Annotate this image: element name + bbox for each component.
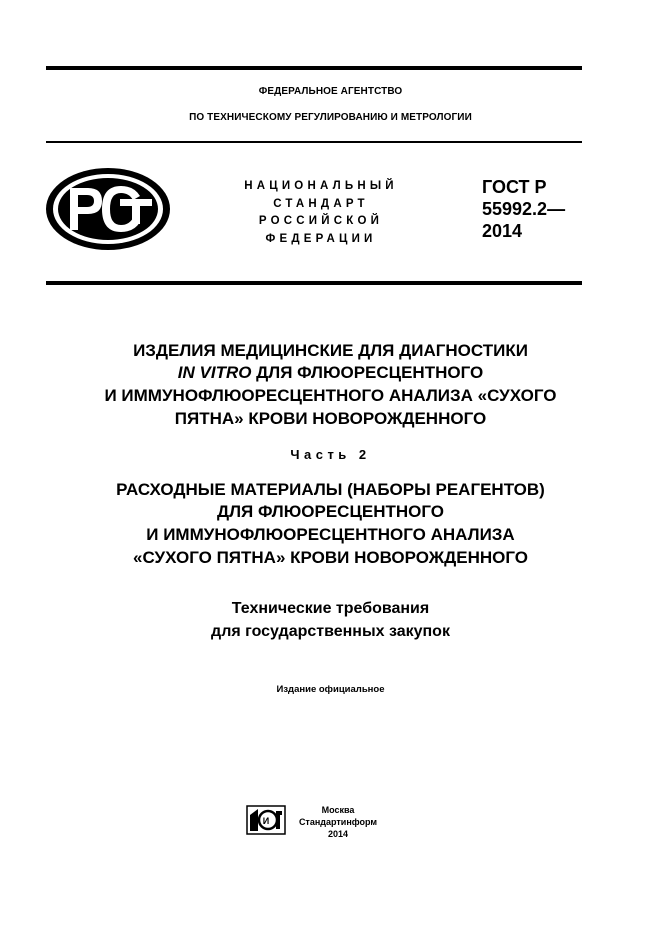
edition-label: Издание официальное [276, 684, 385, 695]
publisher-info [296, 804, 380, 840]
subtitle-line-1: Технические требования [231, 600, 430, 617]
publisher-city: Москва [321, 805, 355, 815]
part-title-line-4: «СУХОГО ПЯТНА» КРОВИ НОВОРОЖДЕННОГО [133, 548, 528, 567]
title-line-1: ИЗДЕЛИЯ МЕДИЦИНСКИЕ ДЛЯ ДИАГНОСТИКИ [133, 341, 528, 360]
publisher-name: Стандартинформ [298, 817, 378, 827]
natstd-line-4: ФЕДЕРАЦИИ [265, 232, 377, 245]
standartinform-logo-icon [246, 805, 286, 835]
agency-line-1: ФЕДЕРАЛЬНОЕ АГЕНТСТВО [258, 86, 403, 97]
title-line-2 [0, 362, 661, 384]
gost-designation [482, 176, 565, 242]
title-line-4: ПЯТНА» КРОВИ НОВОРОЖДЕННОГО [174, 409, 487, 428]
title-in-vitro: IN VITRO [177, 363, 252, 382]
part-label: Часть 2 [290, 447, 371, 462]
national-standard-label [226, 178, 416, 248]
title-line-2-rest: ДЛЯ ФЛЮОРЕСЦЕНТНОГО [251, 363, 484, 382]
gost-line-2: 55992.2— [482, 199, 566, 219]
subtitle-line-2: для государственных закупок [211, 623, 450, 640]
natstd-line-2: СТАНДАРТ [273, 197, 369, 210]
part-title-line-3: И ИММУНОФЛЮОРЕСЦЕНТНОГО АНАЛИЗА [146, 525, 515, 544]
standard-rule [46, 281, 582, 285]
title-line-3: И ИММУНОФЛЮОРЕСЦЕНТНОГО АНАЛИЗА «СУХОГО [104, 386, 557, 405]
agency-line-2: ПО ТЕХНИЧЕСКОМУ РЕГУЛИРОВАНИЮ И МЕТРОЛОГИИ [189, 112, 472, 123]
natstd-line-1: НАЦИОНАЛЬНЫЙ [244, 180, 398, 192]
natstd-line-3: РОССИЙСКОЙ [258, 215, 384, 227]
gost-line-3: 2014 [482, 221, 523, 241]
gost-line-1: ГОСТ Р [482, 177, 547, 197]
svg-text:И: И [262, 816, 270, 826]
rst-logo-icon [44, 166, 172, 252]
part-title-line-2: ДЛЯ ФЛЮОРЕСЦЕНТНОГО [216, 502, 445, 521]
part-title-line-1: РАСХОДНЫЕ МАТЕРИАЛЫ (НАБОРЫ РЕАГЕНТОВ) [116, 480, 545, 499]
top-rule [46, 66, 582, 70]
publisher-year: 2014 [327, 829, 349, 839]
header-rule [46, 141, 582, 143]
